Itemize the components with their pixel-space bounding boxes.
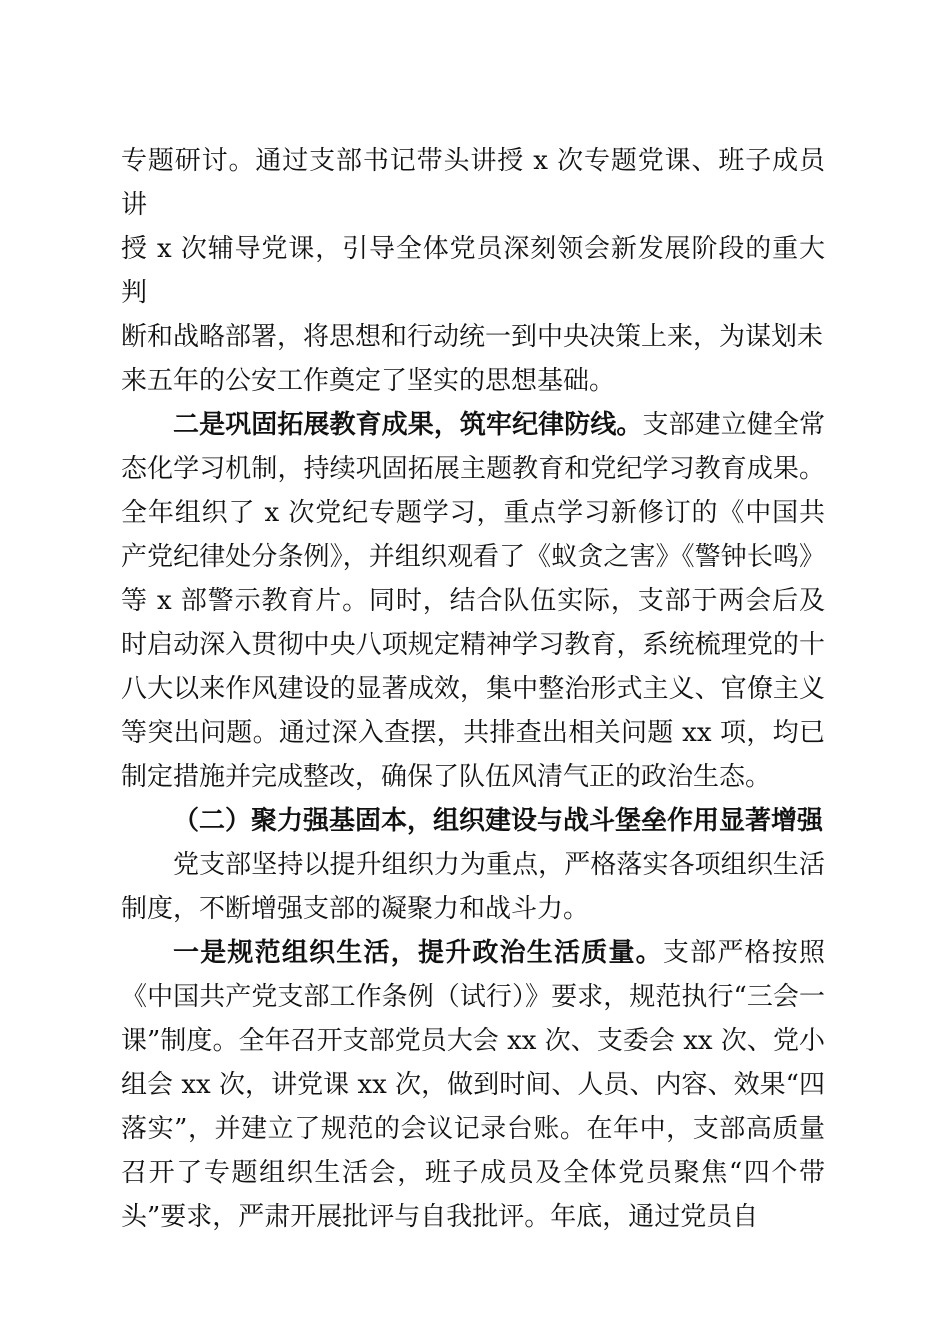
paragraph-continuation: [121, 139, 825, 403]
paragraph-organization: [121, 931, 825, 1239]
paragraph-lead: 一是规范组织生活，提升政治生活质量。: [173, 938, 663, 968]
paragraph-lead: 二是巩固拓展教育成果，筑牢纪律防线。: [173, 410, 643, 440]
section-heading: （二）聚力强基固本，组织建设与战斗堡垒作用显著增强: [173, 806, 824, 836]
paragraph-discipline: [121, 403, 825, 799]
paragraph-line: 授 x 次辅导党课，引导全体党员深刻领会新发展阶段的重大判: [121, 234, 825, 308]
paragraph-intro: 党支部坚持以提升组织力为重点，严格落实各项组织生活制度，不断增强支部的凝聚力和战斗力。: [121, 850, 825, 924]
paragraph-line: 来五年的公安工作奠定了坚实的思想基础。: [121, 366, 616, 396]
paragraph-text: 支部建立健全常态化学习机制，持续巩固拓展主题教育和党纪学习教育成果。全年组织了 x 次党纪专题学习，重点学习新修订的《中国共产党纪律处分条例》，并组织观看了《蚁贪之害》《警钟长鸣》等 x 部警示教育片。同时，结合队伍实际，支部于两会后及时启动深入贯彻中央八项规定精神学习教育，系统梳理党的十八大以来作风建设的显著成效，集中整治形式主义、官僚主义等突出问题。通过深入查摆，共排查出相关问题 xx 项，均已制定措施并完成整改，确保了队伍风清气正的政治生态。: [121, 410, 825, 792]
paragraph-line: 专题研讨。通过支部书记带头讲授 x 次专题党课、班子成员讲: [121, 146, 825, 220]
paragraph-text: 支部严格按照《中国共产党支部工作条例（试行）》要求，规范执行“三会一课”制度。全年召开支部党员大会 xx 次、支委会 xx 次、党小组会 xx 次，讲党课 xx 次，做到时间、人员、内容、效果“四落实”，并建立了规范的会议记录台账。在年中，支部高质量召开了专题组织生活会，班子成员及全体党员聚焦“四个带头”要求，严肃开展批评与自我批评。年底，通过党员自: [121, 938, 825, 1232]
paragraph-line: 断和战略部署，将思想和行动统一到中央决策上来，为谋划未: [121, 322, 824, 352]
document-body: [121, 139, 825, 1239]
